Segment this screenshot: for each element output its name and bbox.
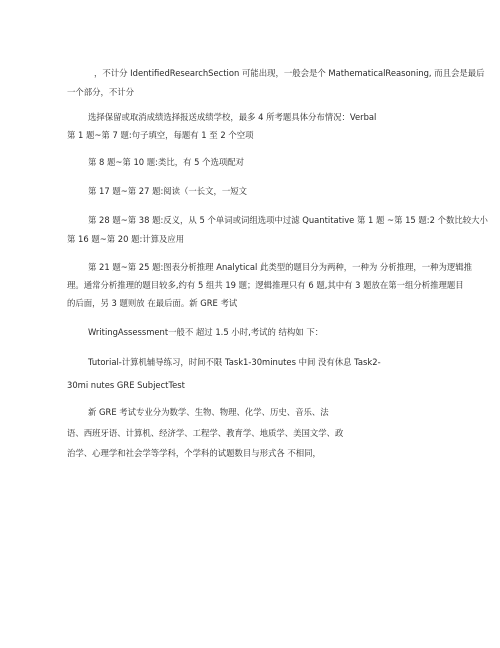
text-line: 第 17 题~第 27 题:阅读（一长文，一短文 bbox=[88, 186, 248, 196]
text-line: Tutorial-计算机辅导练习，时间不限 Task1-30minutes 中间 没有休息 Task2- bbox=[88, 357, 381, 367]
text-line: 新 GRE 考试专业分为数学、生物、物理、化学、历史、音乐、法 bbox=[88, 407, 329, 417]
text-line: 理。通常分析推理的题目较多,约有 5 组共 19 题；逻辑推理只有 6 题,其中有 3 题放在第一组分析推理题目 bbox=[67, 280, 464, 290]
text-line: 治学、心理学和社会学等学科，个学科的试题数目与形式各 不相同， bbox=[67, 448, 321, 458]
text-line: 一个部分，不计分 bbox=[67, 87, 134, 97]
text-line: 第 1 题~第 7 题:句子填空，每题有 1 至 2 个空项 bbox=[67, 130, 254, 140]
text-line: ，不计分 IdentifiedResearchSection 可能出现，一般会是个 MathematicalReasoning, 而且会是最后 bbox=[94, 68, 485, 78]
text-line: 选择保留或取消成绩选择报送成绩学校，最多 4 所考题具体分布情况：Verbal bbox=[88, 112, 377, 122]
text-line: 第 21 题~第 25 题:图表分析推理 Analytical 此类型的题目分为两种，一种为 分析推理，一种为逻辑推 bbox=[88, 262, 473, 272]
text-line: 第 28 题~第 38 题:反义，从 5 个单词或词组选项中过滤 Quantitative 第 1 题 ~第 15 题:2 个数比较大小 bbox=[88, 215, 488, 225]
text-line: 第 16 题~第 20 题:计算及应用 bbox=[67, 234, 185, 244]
text-line: 的后面，另 3 题则放 在最后面。新 GRE 考试 bbox=[67, 298, 238, 308]
text-line: 语、西班牙语、计算机、经济学、工程学、教育学、地质学、美国文学、政 bbox=[67, 428, 344, 438]
text-line: WritingAssessment一般不 超过 1.5 小时,考试的 结构如 下： bbox=[88, 327, 324, 337]
text-line: 30mi nutes GRE SubjectTest bbox=[67, 380, 185, 390]
text-line: 第 8 题~第 10 题:类比，有 5 个选项配对 bbox=[88, 157, 244, 167]
